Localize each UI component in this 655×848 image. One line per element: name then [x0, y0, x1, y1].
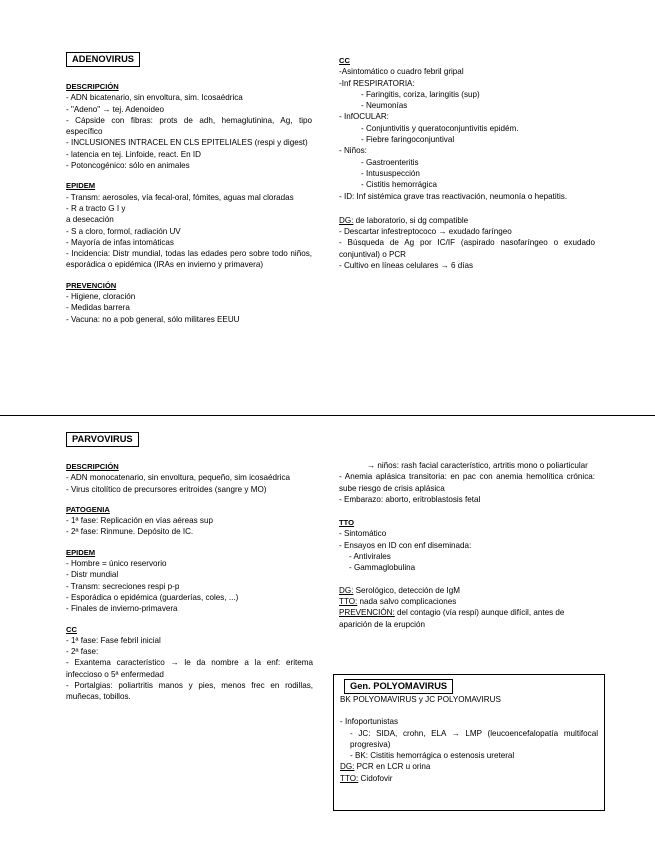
polyomavirus-dg-label: DG: [340, 762, 355, 772]
parvovirus-cont-line: → niños: rash facial característico, artritis mono o poliarticular [367, 461, 588, 470]
parvovirus-tto-heading: TTO [339, 518, 355, 528]
adenovirus-epid-line: a desecación [66, 215, 114, 225]
parvovirus-dg-line [339, 585, 595, 596]
parvovirus-left-column [66, 432, 313, 703]
adenovirus-epid-line: - S a cloro, formol, radiación UV [66, 226, 181, 236]
adenovirus-cc-line: -Inf RESPIRATORIA: [339, 78, 415, 88]
adenovirus-cc-line: - InfOCULAR: [339, 112, 389, 122]
parvovirus-descripcion-heading: DESCRIPCIÓN [66, 462, 119, 471]
adenovirus-right-column [339, 55, 595, 271]
parvovirus-tto-line: - Gammaglobulina [349, 563, 416, 573]
adenovirus-title: ADENOVIRUS [66, 52, 140, 67]
adenovirus-dg-line [339, 215, 595, 226]
adenovirus-epid-line: - Incidencia: Distr mundial, todas las edades pero sobre todo niños, esporádica o epidémica (IRAs en invierno y primavera) [66, 249, 312, 270]
parvovirus-prevencion-line [339, 607, 595, 630]
adenovirus-dg-item: - Cultivo en líneas celulares → 6 días [339, 261, 474, 271]
adenovirus-left-column [66, 52, 312, 325]
polyomavirus-content [340, 679, 598, 784]
parvovirus-cc-heading: CC [66, 624, 77, 634]
parvovirus-epid-line: - Esporádica o epidémica (guarderías, coles, ...) [66, 592, 239, 602]
adenovirus-cc-line: -Asintomático o cuadro febril gripal [339, 67, 464, 77]
adenovirus-cc-line: - Niños: [339, 146, 367, 156]
parvovirus-cc-line: - 2ª fase: [66, 647, 99, 657]
adenovirus-desc-line: - "Adeno" → tej. Adenoideo [66, 104, 164, 114]
parvovirus-cc-line: - Portalgias: poliartritis manos y pies, menos frec en rodillas, muñecas, tobillos. [66, 681, 313, 702]
parvovirus-tto-line: - Ensayos en ID con enf diseminada: [339, 540, 472, 550]
parvovirus-epid-line: - Finales de invierno-primavera [66, 604, 178, 614]
parvovirus-desc-line: - ADN monocatenario, sin envoltura, pequeño, sim icosaédrica [66, 473, 291, 483]
polyomavirus-tto-text: Cidofovir [358, 773, 393, 783]
polyomavirus-line: - Infoportunistas [340, 717, 399, 727]
adenovirus-epidem-heading: EPIDEM [66, 181, 96, 191]
parvovirus-prevencion-label: PREVENCIÓN: [339, 608, 395, 618]
parvovirus-cc-line: - Exantema característico → le da nombre a la enf: eritema infeccioso o 5ª enfermedad [66, 658, 313, 679]
adenovirus-epid-line: - R a tracto G I y [66, 203, 126, 213]
parvovirus-tto-line: - Sintomático [339, 529, 387, 539]
adenovirus-descripcion-heading: DESCRIPCIÓN [66, 82, 119, 91]
parvovirus-cont-line: - Anemia aplásica transitoria: en pac con anemia hemolítica crónica: sube riesgo de crisis aplásica [339, 472, 595, 493]
parvovirus-right-column [339, 460, 595, 630]
adenovirus-cc-line: - ID: Inf sistémica grave tras reactivación, neumonía o hepatitis. [339, 191, 568, 201]
parvovirus-desc-line: - Virus citolítico de precursores eritroides (sangre y MO) [66, 484, 267, 494]
adenovirus-cc-line: - Faringitis, coriza, laringitis (sup) [361, 89, 480, 99]
parvovirus-tto-line: - Antivirales [349, 552, 391, 562]
adenovirus-dg-text: de laboratorio, si dg compatible [353, 215, 469, 225]
adenovirus-prev-line: - Medidas barrera [66, 303, 130, 313]
parvovirus-pato-line: - 2ª fase: Rinmune. Depósito de IC. [66, 527, 194, 537]
adenovirus-cc-line: - Intususpección [361, 168, 420, 178]
parvovirus-epid-line: - Transm: secreciones respi p-p [66, 581, 180, 591]
polyomavirus-dg-text: PCR en LCR u orina [354, 762, 431, 772]
parvovirus-title: PARVOVIRUS [66, 432, 139, 447]
parvovirus-tto2-line [339, 596, 595, 607]
adenovirus-desc-line: - latencia en tej. Linfoide, react. En ID [66, 149, 201, 159]
adenovirus-cc-line: - Conjuntivitis y queratoconjuntivitis epidém. [361, 123, 519, 133]
parvovirus-cc-line: - 1ª fase: Fase febril inicial [66, 635, 161, 645]
spacer [340, 705, 598, 716]
section-divider [0, 415, 655, 416]
adenovirus-dg-item: - Búsqueda de Ag por IC/IF (aspirado nasofaríngeo o exudado conjuntival) o PCR [339, 238, 595, 259]
polyomavirus-subtitle: BK POLYOMAVIRUS y JC POLYOMAVIRUS [340, 695, 501, 704]
adenovirus-epid-line: - Mayoría de infas intomáticas [66, 237, 174, 247]
parvovirus-dg-text: Serológico, detección de IgM [353, 585, 461, 595]
polyomavirus-line: - JC: SIDA, crohn, ELA → LMP (leucoencefalopatía multifocal progresiva) [350, 728, 598, 749]
parvovirus-tto2-text: nada salvo complicaciones [357, 596, 457, 606]
parvovirus-epid-line: - Distr mundial [66, 570, 119, 580]
adenovirus-prevencion-heading: PREVENCIÓN [66, 280, 117, 290]
adenovirus-cc-line: - Cistitis hemorrágica [361, 180, 438, 190]
adenovirus-desc-line: - Cápside con fibras: prots de adh, hemaglutinina, Ag, tipo específico [66, 115, 312, 137]
parvovirus-prevencion-text: del contagio (vía respi) aunque difícil, antes de aparición de la erupción [339, 608, 565, 629]
polyomavirus-tto-line [340, 773, 598, 784]
polyomavirus-dg-line [340, 761, 598, 772]
polyomavirus-line: - BK: Cistitis hemorrágica o estenosis ureteral [350, 751, 515, 761]
adenovirus-desc-line: - Potoncogénico: sólo en animales [66, 161, 190, 171]
adenovirus-cc-line: - Gastroenteritis [361, 157, 419, 167]
parvovirus-tto2-label: TTO: [339, 596, 358, 606]
parvovirus-epidem-heading: EPIDEM [66, 547, 96, 557]
adenovirus-epid-line: - Transm: aerosoles, vía fecal-oral, fómites, aguas mal cloradas [66, 192, 294, 202]
adenovirus-cc-line: - Fiebre faringoconjuntival [361, 135, 455, 145]
parvovirus-cont-line: - Embarazo: aborto, eritroblastosis fetal [339, 494, 481, 504]
parvovirus-patogenia-heading: PATOGENIA [66, 504, 110, 514]
adenovirus-cc-heading: CC [339, 56, 350, 65]
parvovirus-epid-line: - Hombre = único reservorio [66, 559, 167, 569]
adenovirus-cc-line: - Neumonías [361, 101, 408, 111]
parvovirus-dg-label: DG: [339, 585, 354, 595]
polyomavirus-tto-label: TTO: [340, 773, 359, 783]
parvovirus-pato-line: - 1ª fase: Replicación en vías aéreas sup [66, 516, 213, 526]
adenovirus-prev-line: - Vacuna: no a pob general, sólo militares EEUU [66, 314, 240, 324]
adenovirus-dg-label: DG: [339, 215, 354, 225]
adenovirus-dg-item: - Descartar infestreptococo → exudado faríngeo [339, 227, 512, 237]
polyomavirus-title: Gen. POLYOMAVIRUS [344, 679, 453, 694]
adenovirus-desc-line: - INCLUSIONES INTRACEL EN CLS EPITELIALES (respi y digest) [66, 138, 308, 148]
adenovirus-desc-line: - ADN bicatenario, sin envoltura, sim. Icosaédrica [66, 93, 243, 103]
adenovirus-prev-line: - Higiene, cloración [66, 292, 136, 302]
